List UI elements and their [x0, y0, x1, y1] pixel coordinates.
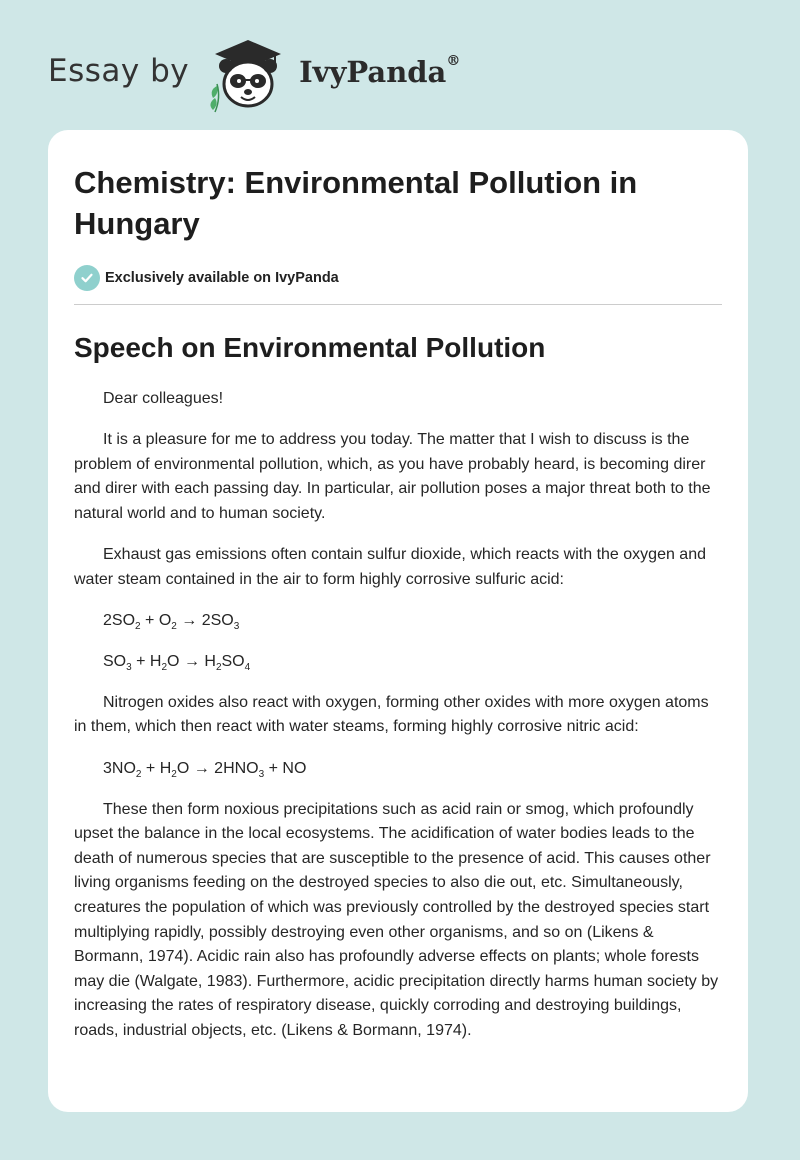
equation-nitric-acid: $3NO_2 + H_2O \to 2HNO_3$ + NO	[103, 759, 307, 780]
panda-logo-icon[interactable]	[203, 34, 293, 114]
essay-by-label: Essay by	[48, 53, 190, 89]
article-body	[74, 387, 722, 1044]
article-card	[48, 130, 748, 1112]
paragraph: Nitrogen oxides also react with oxygen, forming other oxides with more oxygen atoms in them, which then react with water steams, forming highly corrosive nitric acid:	[74, 693, 709, 736]
site-header	[48, 34, 460, 114]
exclusive-badge	[74, 264, 722, 292]
paragraph: Dear colleagues!	[103, 390, 224, 407]
paragraph: Exhaust gas emissions often contain sulfur dioxide, which reacts with the oxygen and water steam contained in the air to form highly corrosive sulfuric acid:	[74, 545, 706, 588]
equation-sulfur-trioxide: $2SO_2 + O_2 \to 2SO_3$	[103, 611, 240, 632]
exclusive-label: Exclusively available on IvyPanda	[105, 270, 339, 286]
section-title: Speech on Environmental Pollution	[74, 332, 546, 363]
check-icon	[74, 265, 100, 291]
divider	[74, 304, 722, 305]
registered-mark: ®	[446, 53, 461, 69]
paragraph: It is a pleasure for me to address you today. The matter that I wish to discuss is the problem of environmental pollution, which, as you have probably heard, is becoming direr and direr with each passing day. In particular, air pollution poses a major threat both to the natural world and to human society.	[74, 431, 711, 522]
page-title: Chemistry: Environmental Pollution in Hungary	[74, 165, 638, 241]
brand-name[interactable]: IvyPanda®	[299, 53, 461, 89]
equation-sulfuric-acid: $SO_3 + H_2O \to H_2SO_4$	[103, 652, 251, 673]
paragraph: These then form noxious precipitations such as acid rain or smog, which profoundly upset the balance in the local ecosystems. The acidification of water bodies leads to the death of numerous species that are susceptible to the presence of acid. This causes other living organisms feeding on the destroyed species to also die out, etc. Simultaneously, creatures the population of which was previously controlled by the destroyed species start multiplying rapidly, possibly destroying even other organisms, and so on (Likens & Bormann, 1974). Acidic rain also has profoundly adverse effects on plants; whole forests may die (Walgate, 1983). Furthermore, acidic precipitation directly harms human society by increasing the rates of respiratory disease, quickly corroding and destroying buildings, roads, industrial objects, etc. (Likens & Bormann, 1974).	[74, 800, 719, 1039]
